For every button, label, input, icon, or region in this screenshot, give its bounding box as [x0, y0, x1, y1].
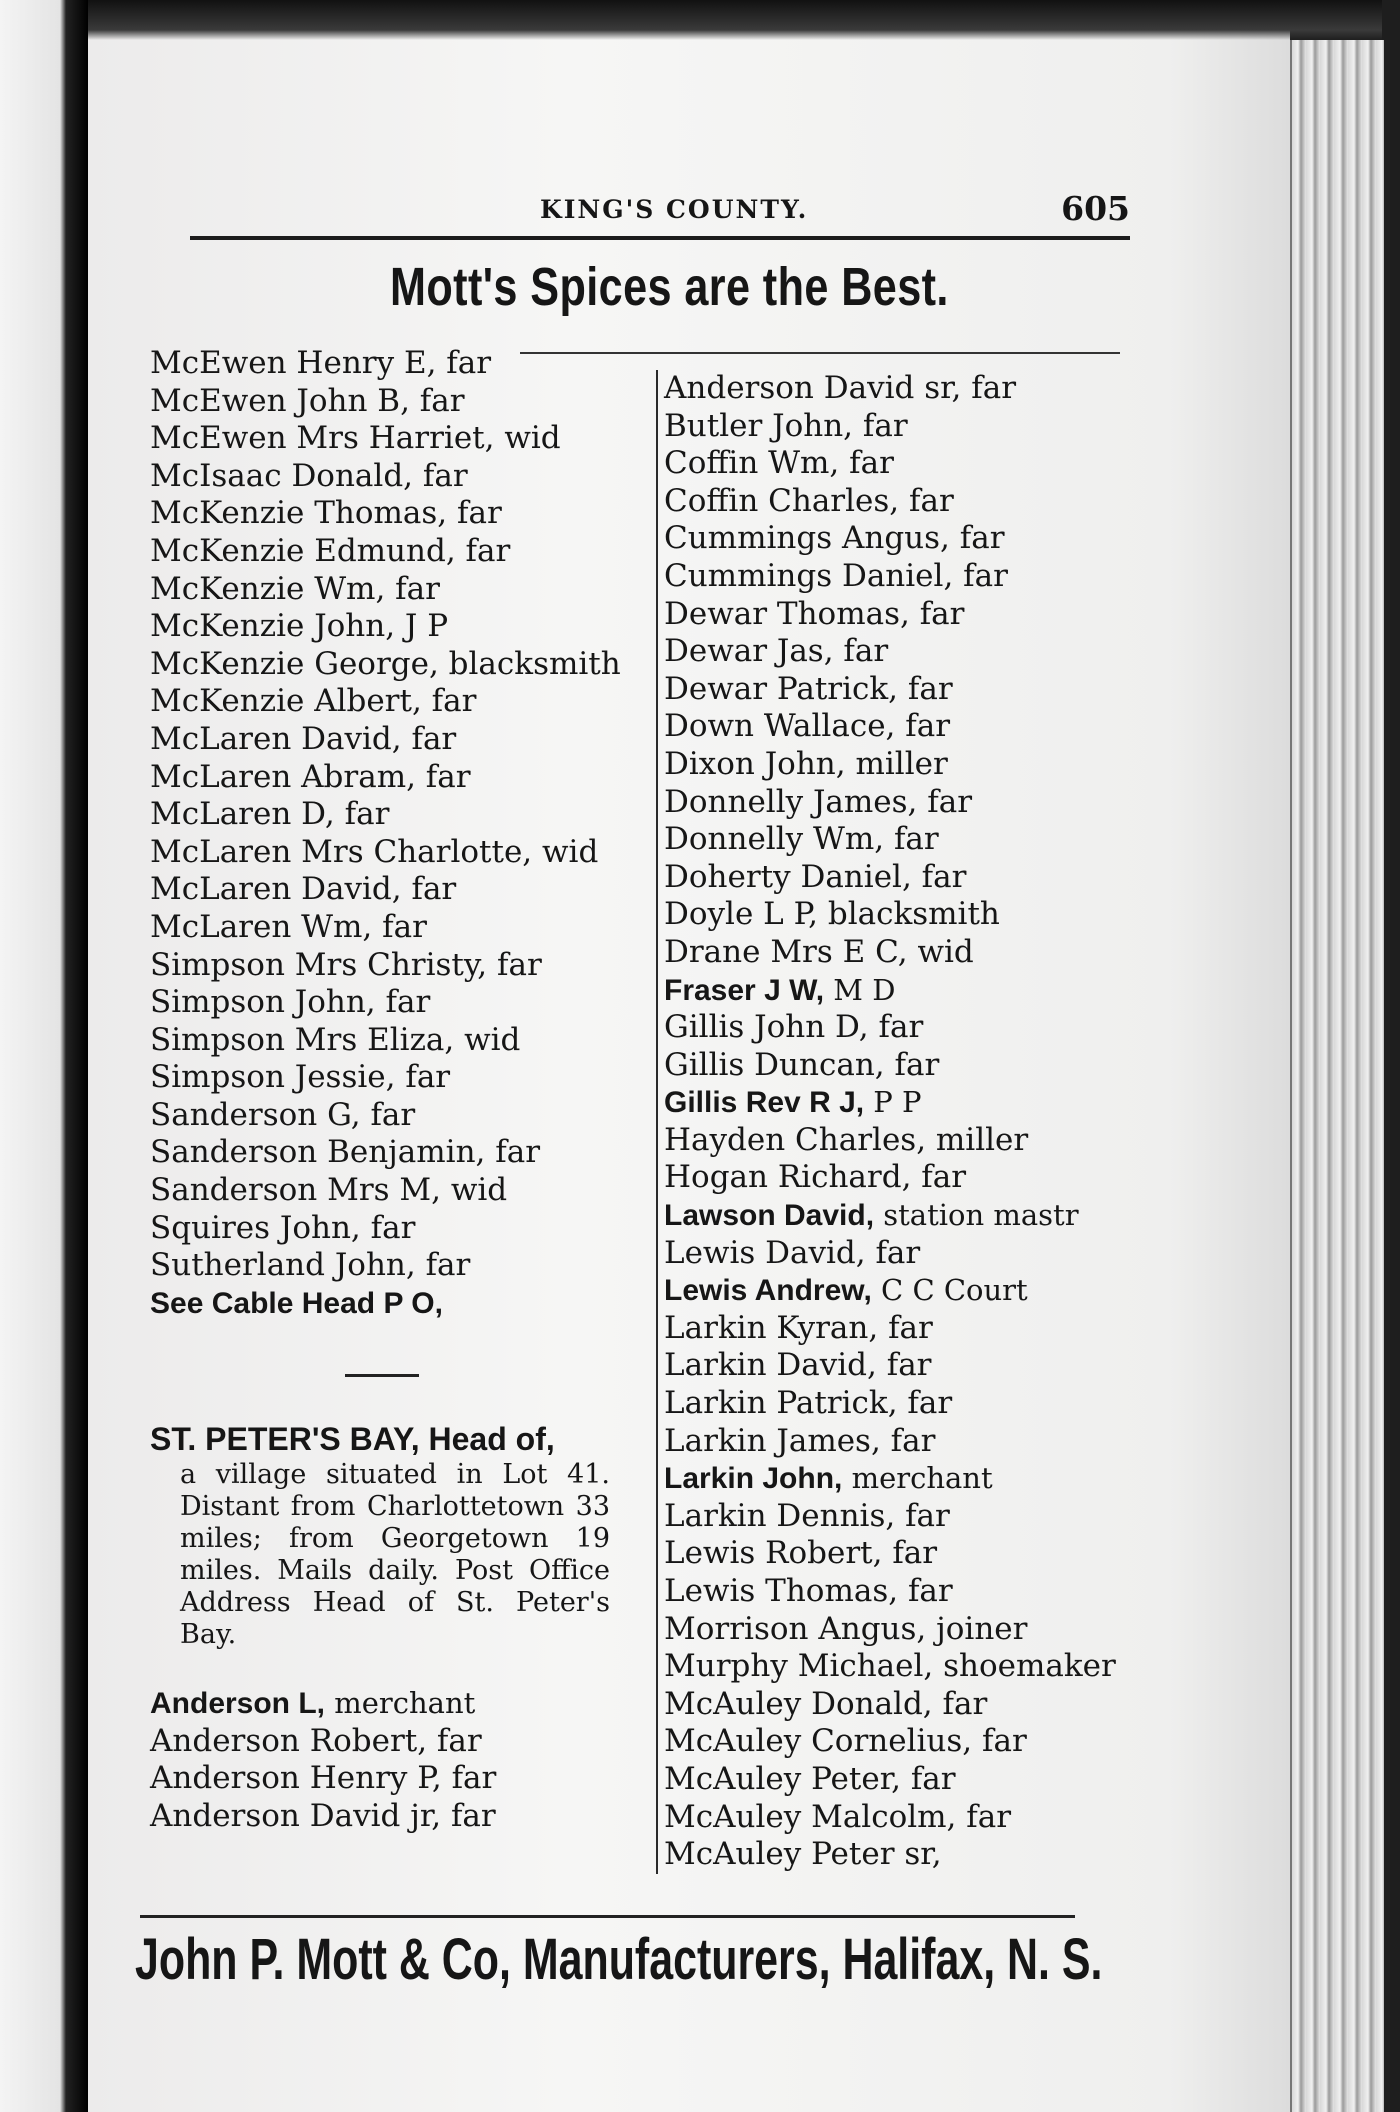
directory-entry — [664, 1047, 1134, 1085]
directory-entry: McIsaac Donald, far — [150, 457, 468, 494]
directory-entry — [664, 1197, 1134, 1235]
entry-name: Anderson David sr, far — [664, 370, 1017, 406]
entry-occupation: M D — [824, 972, 896, 1007]
directory-entry — [150, 1723, 640, 1761]
directory-entry — [664, 1272, 1134, 1310]
right-entries — [664, 370, 1134, 1874]
advert-slogan: Mott's Spices are the Best. — [390, 257, 949, 317]
header-rule — [190, 236, 1130, 240]
directory-entry: McLaren Mrs Charlotte, wid — [150, 833, 599, 870]
directory-entry — [664, 671, 1134, 709]
directory-entry: McKenzie John, J P — [150, 608, 449, 645]
entry-name: McAuley Peter sr, — [664, 1836, 942, 1873]
entry-name: McAuley Peter, far — [664, 1760, 956, 1797]
directory-entry: Simpson John, far — [150, 984, 431, 1021]
entry-name: Donnelly James, far — [664, 783, 973, 820]
directory-entry: McKenzie Edmund, far — [150, 532, 511, 569]
entry-name: McAuley Malcolm, far — [664, 1798, 1012, 1835]
page-number: 605 — [1061, 189, 1130, 228]
directory-entry: McKenzie George, blacksmith — [150, 645, 621, 682]
directory-entry — [664, 1573, 1134, 1611]
entry-name: Butler John, far — [664, 407, 908, 444]
directory-entry — [664, 934, 1134, 972]
entry-name: Anderson Robert, far — [150, 1722, 482, 1759]
directory-entry — [664, 370, 1134, 408]
directory-entry: Simpson Mrs Christy, far — [150, 946, 542, 983]
directory-entry: McKenzie Wm, far — [150, 570, 440, 607]
directory-entry — [664, 1611, 1134, 1649]
entry-name: Donnelly Wm, far — [664, 821, 939, 858]
directory-entry — [664, 1385, 1134, 1423]
binding-gutter — [0, 0, 88, 2112]
directory-entry — [150, 1685, 640, 1723]
entry-occupation: P P — [864, 1085, 922, 1120]
entry-name: Fraser J W, — [664, 973, 825, 1007]
right-column — [656, 370, 1134, 1874]
directory-entry: McEwen John B, far — [150, 382, 465, 419]
entry-occupation: merchant — [325, 1686, 476, 1721]
entry-name: Cummings Angus, far — [664, 520, 1005, 557]
entry-name: Down Wallace, far — [664, 708, 951, 745]
directory-entry — [664, 1686, 1134, 1724]
directory-entry: Sanderson Benjamin, far — [150, 1134, 541, 1171]
entry-name: Gillis John D, far — [664, 1009, 924, 1046]
directory-entry: McLaren David, far — [150, 871, 457, 908]
directory-entry — [664, 821, 1134, 859]
entry-name: Gillis Duncan, far — [664, 1046, 940, 1083]
entry-name: Anderson Henry P, far — [150, 1760, 497, 1797]
entry-name: Larkin Patrick, far — [664, 1385, 953, 1422]
entry-name: Doyle L P, blacksmith — [664, 896, 1000, 933]
directory-entry — [664, 445, 1134, 483]
entry-name: Larkin David, far — [664, 1347, 932, 1384]
directory-entry: McKenzie Thomas, far — [150, 495, 502, 532]
directory-entry: Sanderson Mrs M, wid — [150, 1172, 508, 1209]
directory-entry — [664, 859, 1134, 897]
entry-name: Larkin Dennis, far — [664, 1497, 950, 1534]
directory-entry — [150, 1760, 640, 1798]
directory-entry — [664, 1235, 1134, 1273]
directory-entry — [664, 520, 1134, 558]
see-note: See Cable Head P O, — [150, 1286, 443, 1320]
entry-occupation: merchant — [842, 1461, 993, 1496]
section-heading: ST. PETER'S BAY, Head of, — [150, 1421, 555, 1458]
directory-entry: McLaren Wm, far — [150, 908, 427, 945]
directory-entry — [664, 1009, 1134, 1047]
directory-entry — [664, 1122, 1134, 1160]
entry-name: Hayden Charles, miller — [664, 1121, 1029, 1158]
directory-entry — [664, 633, 1134, 671]
entry-name: Dewar Patrick, far — [664, 670, 953, 707]
entry-name: McAuley Cornelius, far — [664, 1723, 1027, 1760]
footer-rule — [140, 1915, 1075, 1918]
entry-name: Doherty Daniel, far — [664, 858, 967, 895]
directory-entry — [664, 1535, 1134, 1573]
entry-name: Lewis David, far — [664, 1234, 921, 1271]
directory-entry: McEwen Henry E, far — [150, 345, 492, 381]
entry-name: Anderson L, — [150, 1687, 326, 1721]
entry-name: Cummings Daniel, far — [664, 557, 1008, 594]
directory-entry — [664, 972, 1134, 1010]
entry-name: Lewis Thomas, far — [664, 1573, 953, 1609]
directory-entry — [664, 408, 1134, 446]
running-title: KING'S COUNTY. — [540, 195, 809, 224]
directory-entry — [664, 1799, 1134, 1837]
directory-entry — [664, 1723, 1134, 1761]
directory-entry: Sanderson G, far — [150, 1096, 416, 1133]
directory-entry: McEwen Mrs Harriet, wid — [150, 420, 561, 457]
entry-name: Lawson David, — [664, 1199, 875, 1233]
directory-entry — [664, 708, 1134, 746]
entry-name: Murphy Michael, shoemaker — [664, 1648, 1116, 1685]
advert-footer: John P. Mott & Co, Manufacturers, Halifax, N. S. — [135, 1927, 1103, 1992]
entry-name: Anderson David jr, far — [150, 1797, 496, 1834]
entry-name: Larkin John, — [664, 1462, 843, 1496]
directory-entry: McKenzie Albert, far — [150, 683, 477, 720]
directory-entry: Simpson Mrs Eliza, wid — [150, 1021, 521, 1058]
entry-name: Coffin Charles, far — [664, 482, 954, 519]
directory-entry — [664, 1310, 1134, 1348]
section-description: a village situated in Lot 41. Distant from Charlottetown 33 miles; from Georgetown 19 miles. Mails daily. Post Office Address Head of St. Peter's Bay. — [180, 1459, 610, 1651]
directory-entry — [664, 1347, 1134, 1385]
entry-name: Morrison Angus, joiner — [664, 1610, 1028, 1647]
directory-entry — [664, 784, 1134, 822]
directory-entry — [664, 1498, 1134, 1536]
directory-entry — [664, 1648, 1134, 1686]
directory-entry — [664, 1423, 1134, 1461]
entry-name: Larkin Kyran, far — [664, 1309, 933, 1346]
directory-entry — [664, 896, 1134, 934]
entry-name: Larkin James, far — [664, 1422, 936, 1459]
entry-name: Dewar Jas, far — [664, 633, 889, 670]
entry-name: Lewis Andrew, — [664, 1274, 872, 1308]
directory-entry — [664, 558, 1134, 596]
directory-entry — [664, 1159, 1134, 1197]
directory-entry — [664, 483, 1134, 521]
directory-entry: Sutherland John, far — [150, 1247, 471, 1284]
directory-entry: Simpson Jessie, far — [150, 1059, 451, 1096]
directory-entry — [664, 746, 1134, 784]
entry-name: Gillis Rev R J, — [664, 1086, 865, 1120]
directory-entry — [150, 1798, 640, 1836]
entry-name: Drane Mrs E C, wid — [664, 933, 974, 970]
entry-occupation: station mastr — [874, 1198, 1079, 1233]
entry-name: McAuley Donald, far — [664, 1685, 988, 1722]
directory-entry: McLaren David, far — [150, 720, 457, 757]
entry-name: Dewar Thomas, far — [664, 595, 965, 632]
entry-occupation: C C Court — [871, 1273, 1028, 1308]
section-divider — [345, 1374, 419, 1377]
directory-entry: McLaren Abram, far — [150, 758, 471, 795]
entry-name: Lewis Robert, far — [664, 1535, 938, 1572]
directory-entry — [664, 1460, 1134, 1498]
directory-entry — [664, 1761, 1134, 1799]
directory-entry — [664, 1836, 1134, 1874]
left-column — [150, 345, 640, 1835]
scan-shadow — [88, 0, 1382, 40]
entry-name: Coffin Wm, far — [664, 445, 894, 482]
directory-entry: Squires John, far — [150, 1209, 416, 1246]
left-entries-after — [150, 1685, 640, 1835]
entry-name: Hogan Richard, far — [664, 1159, 967, 1196]
directory-entry — [664, 596, 1134, 634]
left-entries — [150, 345, 640, 1285]
running-head — [190, 189, 1130, 235]
page-edges — [1290, 40, 1384, 2112]
directory-entry — [664, 1084, 1134, 1122]
entry-name: Dixon John, miller — [664, 745, 948, 782]
directory-entry: McLaren D, far — [150, 796, 390, 833]
